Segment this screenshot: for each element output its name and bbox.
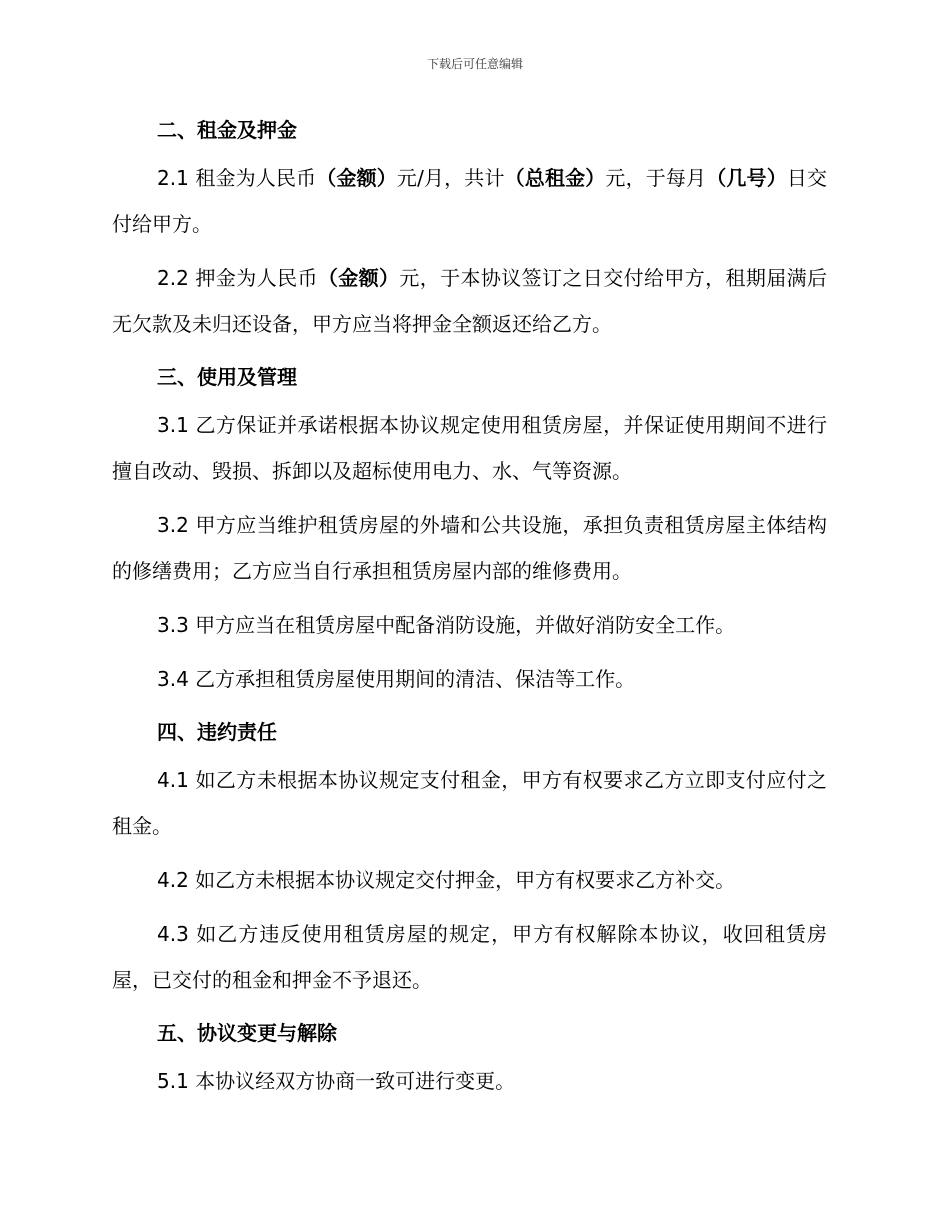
placeholder-field: （金额）	[317, 266, 400, 290]
clause-paragraph	[112, 656, 827, 702]
clause-paragraph	[112, 602, 827, 648]
section-heading: 五、协议变更与解除	[157, 1021, 337, 1045]
clause-text: 3.2 甲方应当维护租赁房屋的外墙和公共设施，承担负责租赁房屋主体结构的修缮费用；乙方应当自行承担租赁房屋内部的维修费用。	[112, 513, 827, 583]
placeholder-field: （几号）	[706, 166, 787, 190]
clause-text: 5.1 本协议经双方协商一致可进行变更。	[157, 1069, 516, 1093]
clause-text: 3.3 甲方应当在租赁房屋中配备消防设施，并做好消防安全工作。	[157, 613, 736, 637]
page-header-note: 下载后可任意编辑	[426, 57, 523, 71]
clause-text: 4.3 如乙方违反使用租赁房屋的规定，甲方有权解除本协议，收回租赁房屋，已交付的租金和押金不予退还。	[112, 922, 827, 992]
clause-text: 3.1 乙方保证并承诺根据本协议规定使用租赁房屋，并保证使用期间不进行擅自改动、毁损、拆卸以及超标使用电力、水、气等资源。	[112, 413, 827, 483]
clause-text: 元，于本协议签订之日交付给甲方，租期届满后无欠款及未归还设备，甲方应当将押金全额返还给乙方。	[112, 266, 828, 336]
clause-paragraph	[112, 857, 827, 903]
clause-paragraph	[112, 402, 827, 494]
placeholder-field: （总租金）	[504, 166, 606, 190]
clause-text: 2.2 押金为人民币	[157, 266, 318, 290]
clause-paragraph	[112, 155, 827, 247]
clause-text: 元/月，共计	[396, 166, 505, 190]
clause-text: 4.2 如乙方未根据本协议规定交付押金，甲方有权要求乙方补交。	[157, 868, 736, 892]
clause-paragraph	[112, 757, 827, 849]
section-heading: 四、违约责任	[157, 720, 277, 744]
clause-text: 4.1 如乙方未根据本协议规定支付租金，甲方有权要求乙方立即支付应付之租金。	[112, 768, 827, 838]
clause-paragraph	[112, 255, 827, 347]
clause-text: 2.1 租金为人民币	[157, 166, 317, 190]
clause-paragraph	[112, 911, 827, 1003]
clause-text: 3.4 乙方承担租赁房屋使用期间的清洁、保洁等工作。	[157, 667, 636, 691]
clause-text: 元，于每月	[605, 166, 707, 190]
section-heading: 二、租金及押金	[157, 118, 297, 142]
clause-text: 日交付给甲方。	[112, 166, 828, 236]
placeholder-field: （金额）	[316, 166, 397, 190]
clause-paragraph	[112, 1058, 827, 1104]
contract-body	[112, 108, 827, 1112]
clause-paragraph	[112, 502, 827, 594]
section-heading: 三、使用及管理	[157, 365, 297, 389]
